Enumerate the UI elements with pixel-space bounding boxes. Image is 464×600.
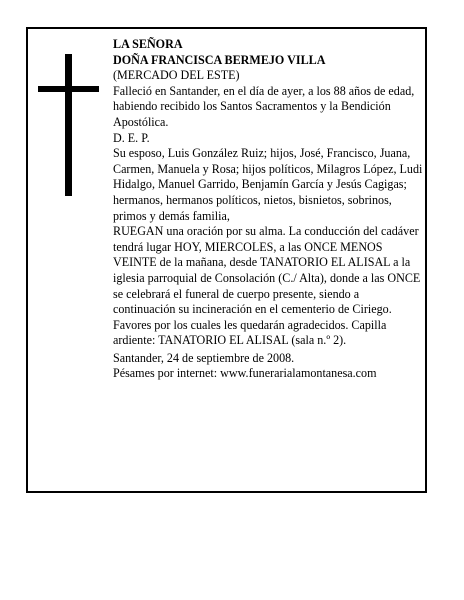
- cross-horizontal-bar: [38, 86, 99, 92]
- subtitle: (MERCADO DEL ESTE): [113, 68, 240, 83]
- place-date: Santander, 24 de septiembre de 2008.: [113, 350, 295, 365]
- condolences-line: Pésames por internet: www.funerarialamontanesa.com: [113, 366, 377, 381]
- request-paragraph: RUEGAN una oración por su alma. La conducción del cadáver tendrá lugar HOY, MIERCOLES, a las ONCE MENOS VEINTE de la mañana, desde TANATORIO EL ALISAL a la iglesia parroquial de Consolación (C./ Alta), donde a las ONCE se celebrará el funeral de cuerpo presente, siendo a continuación su incineración en el cementerio de Ciriego. Favores por los cuales les quedarán agradecidos. Capilla ardiente: TANATORIO EL ALISAL (sala n.º 2).: [113, 224, 421, 348]
- obituary-text: [113, 37, 423, 382]
- cross-vertical-bar: [65, 54, 72, 196]
- deceased-name: DOÑA FRANCISCA BERMEJO VILLA: [113, 52, 326, 67]
- family-paragraph: Su esposo, Luis González Ruiz; hijos, José, Francisco, Juana, Carmen, Manuela y Rosa; hijos políticos, Milagros López, Ludi Hidalgo, Manuel Garrido, Benjamín García y Jesús Cagigas; hermanos, hermanos políticos, nietos, bisnietos, sobrinos, primos y demás familia,: [113, 146, 423, 223]
- title-line-1: LA SEÑORA: [113, 37, 183, 51]
- cross-icon: [38, 54, 99, 196]
- dep-line: D. E. P.: [113, 130, 150, 145]
- intro-paragraph: Falleció en Santander, en el día de ayer, a los 88 años de edad, habiendo recibido los Santos Sacramentos y la Bendición Apostólica.: [113, 83, 415, 129]
